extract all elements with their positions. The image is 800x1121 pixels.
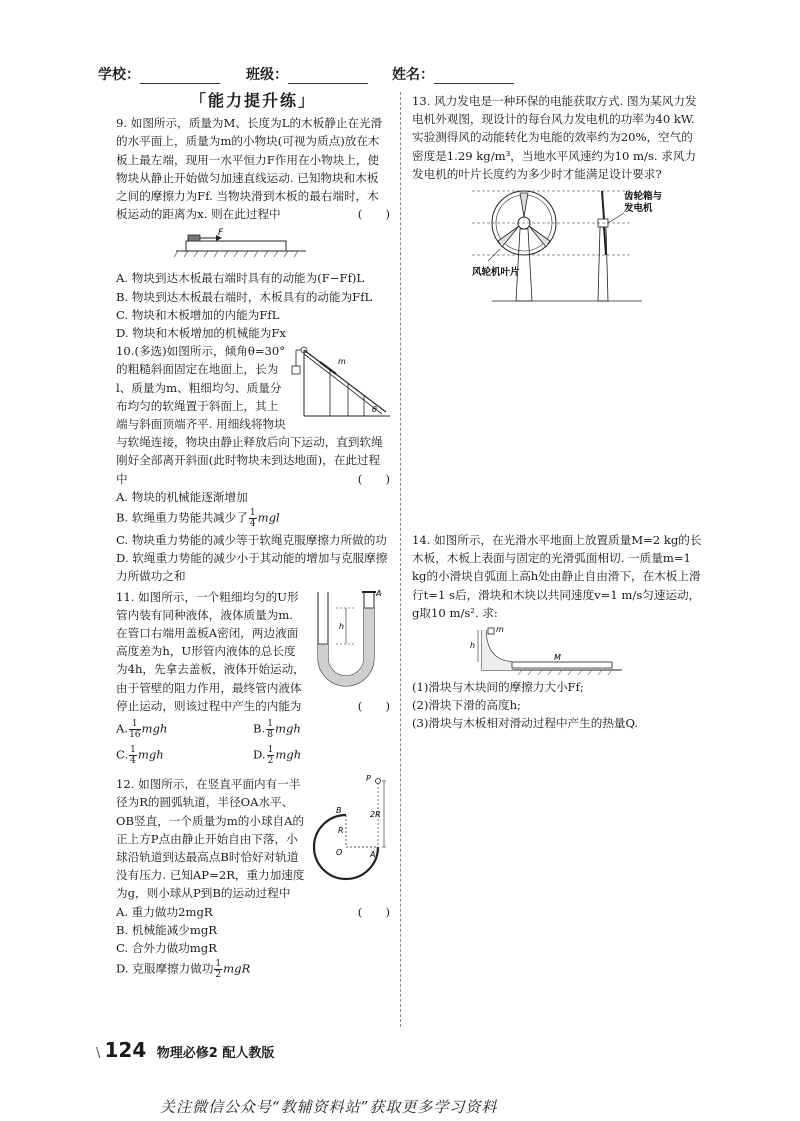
q10-angle-label: θ <box>372 405 377 415</box>
q13-blade-label: 风轮机叶片 <box>472 267 520 279</box>
q9-option-d: D. 物块和木板增加的机械能为Fx <box>116 326 286 341</box>
q13-diagram <box>412 189 702 311</box>
q14-h-label: h <box>470 641 476 651</box>
q10-stem: 10.(多选)如图所示，倾角θ=30°的粗糙斜面固定在地面上，长为l、质量为m、粗细均匀、质量分布均匀的软绳置于斜面上，其上端与斜面顶端齐平. 用细线将物块与软绳连接，物块由静止释放后向下运动，直到软绳刚好全部离开斜面(此时物块未到达地面)，在此过程中 ( ) <box>116 342 390 488</box>
q11-option-a: A. $\frac{1}{16}$ mgh <box>116 719 168 741</box>
name-field <box>392 64 514 84</box>
q14-big-m-label: M <box>554 653 561 663</box>
q11-height-label: h <box>339 621 345 631</box>
q14-diagram <box>412 622 702 678</box>
q9-figure <box>116 223 390 269</box>
q12-p-label: P <box>366 775 371 784</box>
page-number: 124 <box>104 1038 147 1062</box>
q9-option-b: B. 物块到达木板最右端时，木板具有的动能为FfL <box>116 289 373 304</box>
q9-force-label: F <box>218 228 224 239</box>
q11-option-b: B. $\frac{1}{8}$ mgh <box>253 719 301 741</box>
class-label: 班级： <box>246 67 288 83</box>
q14-sub-3: (3)滑块与木板相对滑动过程中产生的热量Q. <box>412 716 639 731</box>
q10-option-c: C. 物块重力势能的减少等于软绳克服摩擦力所做的功 <box>116 533 387 548</box>
right-column <box>412 92 702 733</box>
q12-option-c: C. 合外力做功mgR <box>116 940 217 955</box>
q14-small-m-label: m <box>496 625 504 635</box>
q13-stem: 13. 风力发电是一种环保的电能获取方式. 图为某风力发电机外观图，现设计的每台风力发电机的功率为40 kW. 实验测得风的动能转化为电能的效率约为20%，空气的密度是1.29 kg/m³，当地水平风速约为10 m/s. 求风力发电机的叶片长度约为多少时才能满足设计要求? <box>412 94 697 181</box>
q12-option-d: D. 克服摩擦力做功 $\frac{1}{2}$ mgR <box>116 959 251 981</box>
school-blank <box>140 69 220 84</box>
q10-option-d: D. 软绳重力势能的减少小于其动能的增加与克服摩擦力所做功之和 <box>116 551 388 584</box>
class-blank <box>288 69 368 84</box>
q10-option-a: A. 物块的机械能逐渐增加 <box>116 489 248 504</box>
column-divider <box>400 92 401 1027</box>
q13-gear-label-1: 齿轮箱与 <box>624 191 663 203</box>
q10-bracket: ( ) <box>357 471 390 486</box>
q14-sub-1: (1)滑块与木块间的摩擦力大小Ff; <box>412 680 584 695</box>
q9-diagram <box>116 223 390 269</box>
footer-note: 关注微信公众号“教辅资料站”获取更多学习资料 <box>160 1098 498 1116</box>
q12-option-b: B. 机械能减少mgR <box>116 922 218 937</box>
q14-stem: 14. 如图所示，在光滑水平地面上放置质量M=2 kg的长木板，木板上表面与固定的光滑弧面相切. 一质量m=1 kg的小滑块自弧面上高h处由静止自由滑下，在木板上滑行t=1 s后，滑块和木块以共同速度v=1 m/s匀速运动，g取10 m/s². 求: <box>412 533 702 620</box>
q12-o-label: O <box>336 848 343 858</box>
q9-stem: 9. 如图所示，质量为M、长度为L的木板静止在光滑的水平面上，质量为m的小物块(可视为质点)放在木板上最左端，现用一水平恒力F作用在小物块上，使物块从静止开始做匀加速直线运动. 已知物块和木板之间的摩擦力为Ff. 当物块滑到木板的最右端时，木板运动的距离为x. 则在此过程中 ( ) <box>116 114 390 223</box>
q12-2r-label: 2R <box>370 810 381 820</box>
q11-cover-label: A <box>376 588 382 598</box>
q12-b-label: B <box>336 806 342 816</box>
name-label: 姓名： <box>392 67 434 83</box>
class-field <box>246 64 368 84</box>
q12-r-label: R <box>338 826 344 836</box>
q11-option-c: C. $\frac{1}{4}$ mgh <box>116 745 164 767</box>
q10-diagram <box>290 342 390 420</box>
q10-option-b: B. 软绳重力势能共减少了 $\frac{1}{4}$ mgl <box>116 508 280 530</box>
q12-diagram <box>310 775 390 887</box>
q13-figure <box>412 189 702 311</box>
q14-figure <box>412 622 702 678</box>
q11-option-d: D. $\frac{1}{2}$ mgh <box>253 745 302 767</box>
q9-bracket: ( ) <box>357 207 390 222</box>
school-field <box>98 64 220 84</box>
q13-answer-space <box>412 311 702 531</box>
book-title: 物理必修2 配人教版 <box>156 1046 275 1061</box>
q14-sub-2: (2)滑块下滑的高度h; <box>412 698 521 713</box>
q10-block <box>116 342 390 488</box>
q12-option-a: A. 重力做功2mgR <box>116 904 213 919</box>
q9-option-c: C. 物块和木板增加的内能为FfL <box>116 307 280 322</box>
q11-stem: 11. 如图所示，一个粗细均匀的U形管内装有同种液体，液体质量为m. 在管口右端用盖板A密闭，两边液面高度差为h，U形管内液体的总长度为4h，先拿去盖板，液体开始运动，由于管壁的阻力作用，最终管内液体停止运动，则该过程中产生的内能为 ( ) <box>116 588 390 715</box>
left-column <box>116 92 390 980</box>
school-label: 学校： <box>98 67 140 83</box>
q11-bracket: ( ) <box>357 698 390 713</box>
q12-a-label: A <box>370 850 376 860</box>
q9-option-a: A. 物块到达木板最右端时具有的动能为(F−Ff)L <box>116 271 365 286</box>
q12-bracket: ( ) <box>357 904 390 919</box>
section-title: 「能力提升练」 <box>189 91 316 110</box>
q13-gear-label-2: 发电机 <box>624 203 653 215</box>
q12-stem: 12. 如图所示，在竖直平面内有一半径为R的圆弧轨道，半径OA水平、OB竖直，一个质量为m的小球自A的正上方P点由静止开始自由下落，小球沿轨道到达最高点B时恰好对轨道没有压力. 已知AP=2R，重力加速度为g，则小球从P到B的运动过程中 ( ) <box>116 775 390 902</box>
name-blank <box>434 69 514 84</box>
page-footer: \ 124 物理必修2 配人教版 <box>96 1038 275 1062</box>
q11-diagram <box>310 588 390 688</box>
q11-options <box>116 719 390 771</box>
q11-block <box>116 588 390 715</box>
q10-option-b-fraction: $\frac{1}{4}$ <box>249 508 256 530</box>
q10-mass-label: m <box>338 357 346 367</box>
